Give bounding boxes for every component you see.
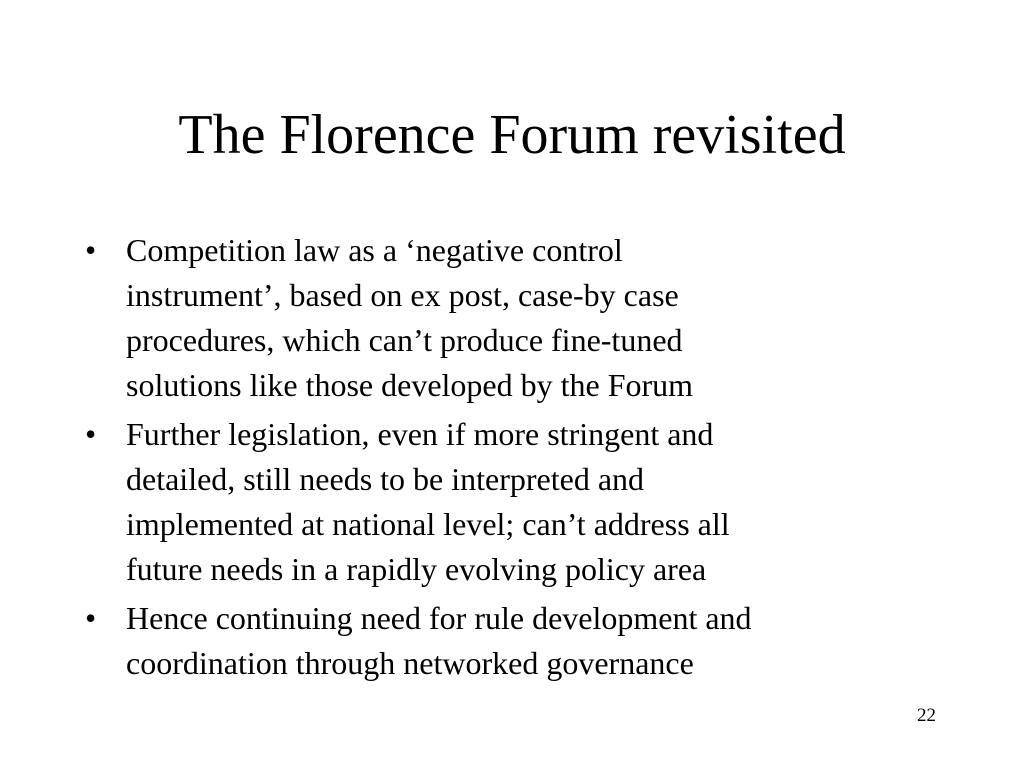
- bullet-item: [85, 412, 945, 592]
- page-number: 22: [917, 705, 936, 726]
- bullet-item: [85, 596, 945, 686]
- bullet-icon: •: [85, 232, 97, 268]
- bullet-icon: •: [85, 600, 97, 636]
- slide-title: The Florence Forum revisited: [178, 104, 846, 166]
- bullet-line: instrument’, based on ex post, case-by case: [126, 277, 679, 313]
- bullet-line: procedures, which can’t produce fine-tuned: [126, 322, 683, 358]
- bullet-item: [85, 228, 945, 408]
- bullet-line: Hence continuing need for rule development and: [126, 600, 752, 636]
- bullet-line: coordination through networked governance: [126, 645, 694, 681]
- bullet-line: implemented at national level; can’t address all: [126, 506, 730, 542]
- bullet-line: Further legislation, even if more stringent and: [126, 416, 714, 452]
- bullet-line: future needs in a rapidly evolving policy area: [126, 551, 707, 587]
- bullet-line: Competition law as a ‘negative control: [126, 232, 623, 268]
- bullet-line: solutions like those developed by the Forum: [126, 367, 694, 403]
- bullet-list: [85, 228, 945, 690]
- bullet-icon: •: [85, 416, 97, 452]
- bullet-line: detailed, still needs to be interpreted and: [126, 461, 645, 497]
